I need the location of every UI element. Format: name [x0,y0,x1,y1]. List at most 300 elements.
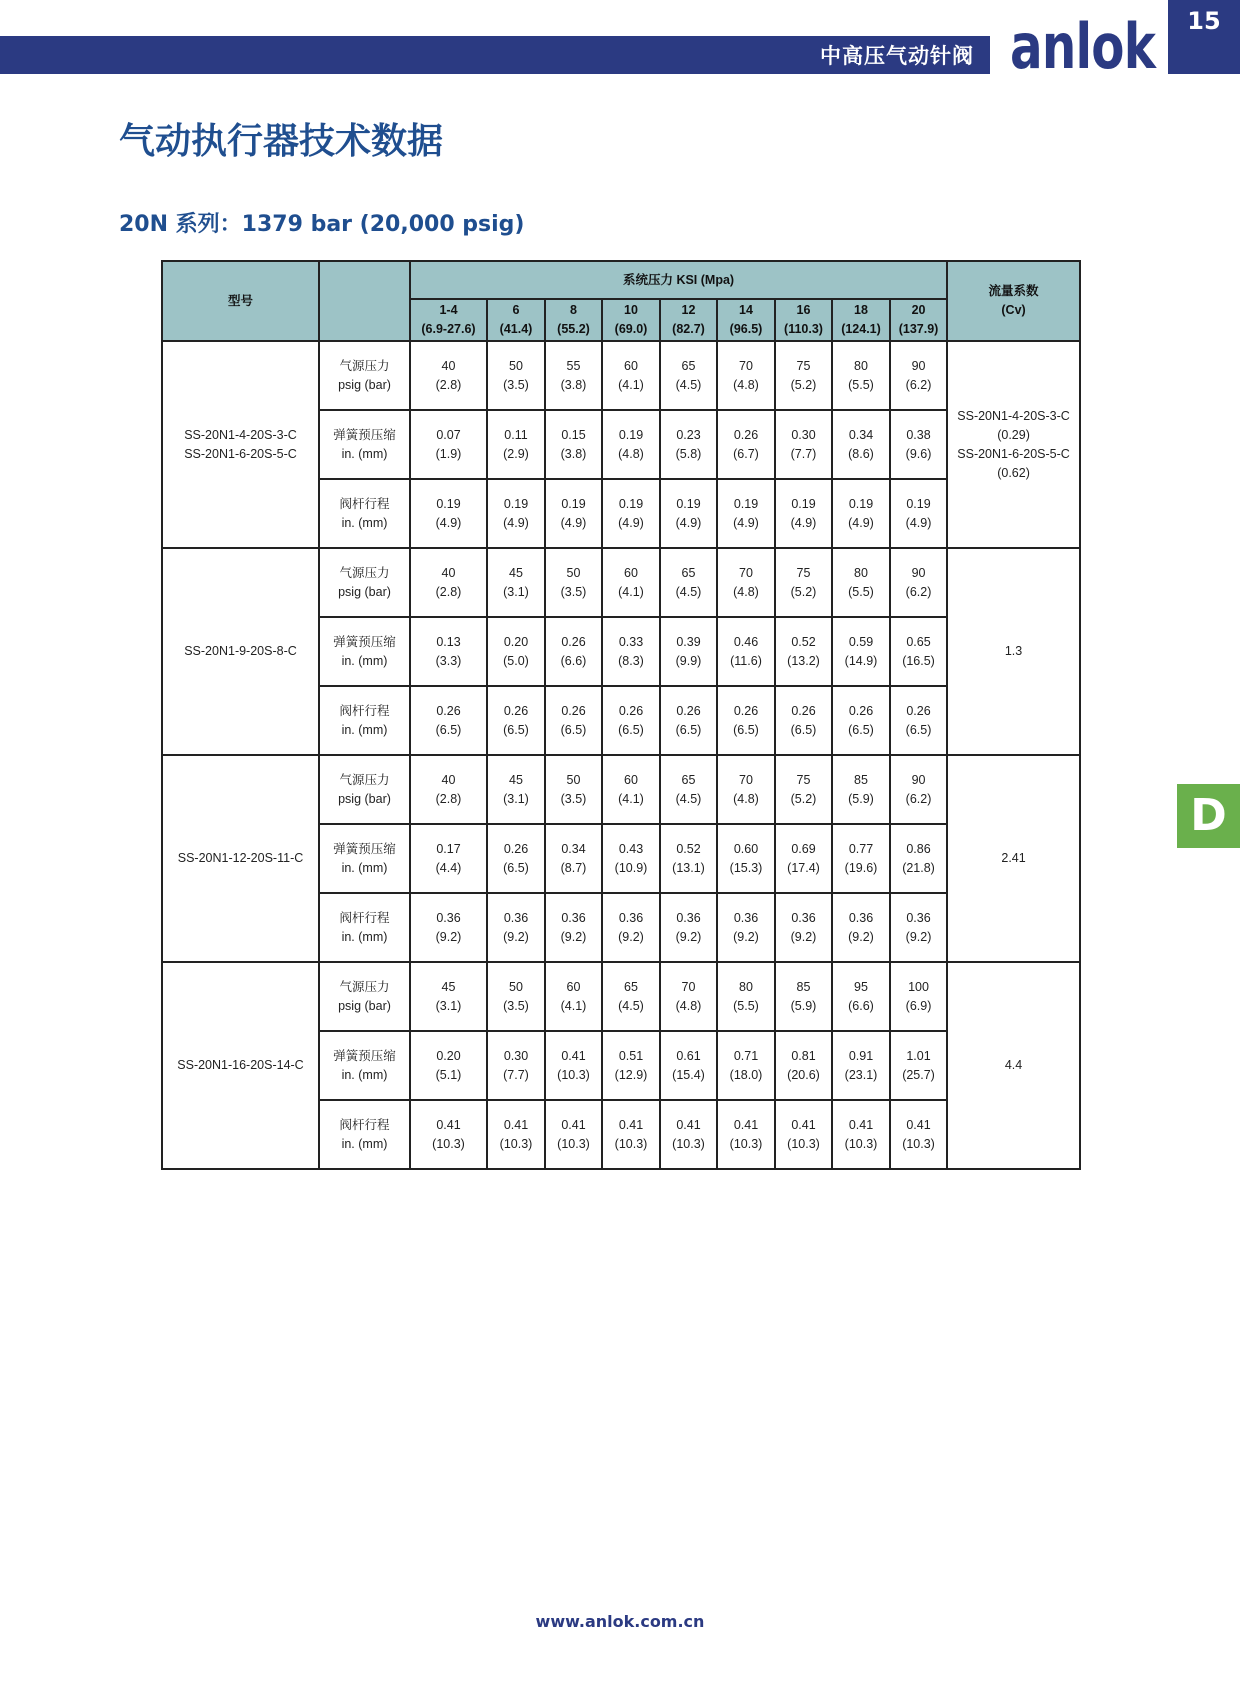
param-label-line: in. (mm) [341,515,388,530]
value-cell [410,1100,487,1169]
value-line: 0.26 [503,841,529,856]
value-cell [775,617,832,686]
value-cell [660,824,717,893]
param-label-line: in. (mm) [341,722,388,737]
value-line: 0.26 [436,703,461,718]
value-cell [545,824,602,893]
value-line: (6.5) [560,722,587,737]
column-header-line: (137.9) [898,322,939,336]
value-line: 1.01 [906,1048,931,1063]
value-line: 0.26 [906,703,931,718]
value-line: 0.36 [906,910,931,925]
value-line: 75 [796,772,811,787]
value-line: 45 [509,772,523,787]
value-line: (5.5) [848,377,874,392]
value-line: 0.26 [618,703,644,718]
value-line: (5.9) [790,998,817,1013]
value-line: (6.5) [848,722,874,737]
value-cell [775,1031,832,1100]
param-label-line: in. (mm) [341,1067,388,1082]
value-line: (5.9) [848,791,874,806]
value-cell [602,686,660,755]
value-line: (9.2) [848,929,874,944]
value-line: 45 [441,979,456,994]
table-row [162,962,1080,1031]
value-line: 90 [911,772,926,787]
value-cell [660,755,717,824]
value-cell [890,548,947,617]
value-line: (4.1) [560,998,587,1013]
series-subtitle: 20N 系列：1379 bar (20,000 psig) [119,212,525,237]
cv-header [947,261,1080,341]
value-line: (3.1) [435,998,462,1013]
value-cell [832,824,890,893]
column-header-line: 10 [624,303,638,317]
value-cell [660,1031,717,1100]
value-line: 0.19 [906,496,931,511]
cv-value: (0.62) [997,465,1030,480]
value-cell [717,1031,775,1100]
value-line: (6.5) [503,860,529,875]
param-label-line: psig (bar) [338,377,391,392]
value-line: (3.5) [560,584,587,599]
table-row [162,341,1080,410]
column-header-line: (55.2) [557,322,590,336]
value-line: (6.5) [435,722,462,737]
value-line: (4.5) [675,584,702,599]
value-line: 0.36 [733,910,759,925]
cv-value: SS-20N1-6-20S-5-C [957,446,1070,461]
value-cell [890,1031,947,1100]
param-header [319,261,410,341]
value-line: 0.60 [733,841,759,856]
value-cell [602,755,660,824]
value-cell [775,962,832,1031]
model-header: 型号 [162,261,319,341]
value-cell [832,548,890,617]
pressure-column-header [410,299,487,341]
param-label [319,824,410,893]
value-line: (4.1) [618,584,644,599]
value-cell [545,962,602,1031]
value-line: (9.2) [790,929,817,944]
value-cell [487,410,545,479]
value-line: (8.6) [848,446,874,461]
value-cell [775,479,832,548]
value-line: 0.36 [618,910,644,925]
cv-cell [947,755,1080,962]
value-line: (12.9) [614,1067,648,1082]
value-cell [410,686,487,755]
param-label [319,1031,410,1100]
value-cell [487,341,545,410]
value-line: 65 [681,565,696,580]
value-line: 0.36 [436,910,461,925]
value-line: 0.11 [504,427,528,442]
value-line: 0.26 [561,703,586,718]
value-line: (6.5) [733,722,759,737]
column-header-line: 20 [911,303,926,317]
value-line: (10.3) [787,1136,820,1151]
value-line: (3.5) [503,998,529,1013]
param-label-line: in. (mm) [341,446,388,461]
value-line: (5.5) [848,584,874,599]
value-line: (7.7) [790,446,817,461]
value-cell [775,824,832,893]
value-cell [487,617,545,686]
value-cell [545,1100,602,1169]
value-line: (9.9) [675,653,702,668]
cv-header-line: 流量系数 [988,284,1039,298]
value-line: (3.1) [503,791,529,806]
value-cell [660,686,717,755]
model-cell [162,341,319,548]
param-label [319,893,410,962]
column-header-line: (41.4) [499,322,533,336]
value-line: 70 [739,772,753,787]
param-label-line: 气源压力 [339,979,390,994]
value-line: 40 [441,772,456,787]
value-line: 50 [509,979,523,994]
value-line: 70 [739,358,753,373]
cv-cell [947,962,1080,1169]
value-line: 0.15 [561,427,586,442]
value-line: 50 [566,772,581,787]
value-line: 0.41 [733,1117,759,1132]
value-line: (5.5) [733,998,759,1013]
value-line: (5.2) [790,377,817,392]
value-cell [660,1100,717,1169]
cv-value: 2.41 [1001,851,1026,865]
column-header-line: (69.0) [614,322,648,336]
value-line: 90 [911,358,926,373]
param-label [319,479,410,548]
value-cell [410,824,487,893]
value-cell [717,617,775,686]
value-line: 0.59 [848,634,874,649]
pressure-column-header [717,299,775,341]
value-line: 0.26 [733,427,759,442]
value-line: 0.77 [848,841,874,856]
value-line: (10.3) [499,1136,533,1151]
value-cell [602,548,660,617]
value-line: (6.5) [618,722,644,737]
page-number [1168,0,1240,74]
model-number: SS-20N1-12-20S-11-C [177,851,304,865]
value-line: (15.3) [729,860,763,875]
value-cell [602,824,660,893]
value-line: (10.3) [672,1136,705,1151]
model-number: SS-20N1-9-20S-8-C [184,644,297,658]
value-cell [832,755,890,824]
value-cell [890,479,947,548]
param-label [319,962,410,1031]
param-label-line: 气源压力 [339,565,390,580]
value-line: 95 [854,979,868,994]
value-line: 0.91 [848,1048,874,1063]
value-cell [602,1100,660,1169]
value-line: (19.6) [844,860,878,875]
value-line: 0.86 [906,841,931,856]
value-line: 65 [681,358,696,373]
value-cell [890,962,947,1031]
column-header-line: 8 [570,303,577,317]
value-cell [717,341,775,410]
value-line: 60 [624,772,638,787]
pressure-column-header [832,299,890,341]
value-cell [717,686,775,755]
value-cell [602,1031,660,1100]
pressure-column-header [487,299,545,341]
value-line: (6.6) [848,998,874,1013]
footer-url[interactable]: www.anlok.com.cn [535,1612,705,1631]
value-line: (2.8) [435,791,462,806]
value-line: (4.1) [618,377,644,392]
param-label-line: 弹簧预压缩 [333,427,396,442]
value-line: 0.41 [436,1117,461,1132]
column-header-line: 18 [854,303,868,317]
value-cell [890,410,947,479]
cv-value: 1.3 [1004,644,1023,658]
value-cell [890,1100,947,1169]
value-line: (20.6) [787,1067,820,1082]
value-cell [410,341,487,410]
value-line: (9.2) [560,929,587,944]
value-line: 80 [854,565,868,580]
value-line: 0.41 [561,1117,586,1132]
value-cell [775,755,832,824]
value-cell [602,479,660,548]
value-line: 0.41 [618,1117,644,1132]
value-line: 0.20 [503,634,529,649]
pressure-header: 系统压力 KSI (Mpa) [410,261,947,299]
value-line: 0.46 [733,634,759,649]
value-cell [660,479,717,548]
pressure-column-header [660,299,717,341]
value-cell [545,341,602,410]
model-number: SS-20N1-6-20S-5-C [184,446,297,461]
value-cell [717,893,775,962]
value-line: 45 [509,565,523,580]
value-line: 0.19 [791,496,816,511]
param-label [319,617,410,686]
brand-logo: anlok [1010,10,1156,83]
value-cell [832,1031,890,1100]
value-line: 0.36 [503,910,529,925]
value-line: 0.19 [676,496,701,511]
value-line: (4.9) [733,515,759,530]
value-line: 60 [624,358,638,373]
value-line: (2.9) [503,446,529,461]
param-label [319,548,410,617]
value-line: 0.52 [791,634,816,649]
value-cell [890,824,947,893]
value-line: (4.9) [848,515,874,530]
column-header-line: 12 [681,303,696,317]
value-line: 0.61 [676,1048,701,1063]
column-header-line: (124.1) [841,322,881,336]
page-number-text: 15 [1187,7,1221,35]
param-label-line: in. (mm) [341,653,388,668]
param-label-line: 阀杆行程 [339,1117,390,1132]
value-line: 90 [911,565,926,580]
value-cell [602,341,660,410]
pressure-column-header [890,299,947,341]
value-line: 0.39 [676,634,701,649]
section-tab-d[interactable]: D [1177,784,1240,848]
value-line: 0.69 [791,841,816,856]
param-label [319,341,410,410]
value-line: (9.2) [905,929,932,944]
value-cell [890,686,947,755]
value-cell [410,755,487,824]
param-label [319,755,410,824]
value-cell [717,755,775,824]
value-line: (3.1) [503,584,529,599]
value-line: 0.41 [848,1117,874,1132]
value-cell [410,548,487,617]
model-cell [162,962,319,1169]
value-line: 0.26 [503,703,529,718]
value-line: 0.17 [436,841,461,856]
value-cell [717,410,775,479]
value-line: 0.41 [503,1117,529,1132]
value-line: (6.9) [905,998,932,1013]
column-header-line: (110.3) [784,322,823,336]
spec-table [161,260,1081,1170]
value-cell [775,341,832,410]
value-line: 0.51 [618,1048,644,1063]
value-cell [660,341,717,410]
param-label-line: psig (bar) [338,791,391,806]
value-cell [890,341,947,410]
value-line: 0.23 [676,427,701,442]
value-line: (10.3) [614,1136,648,1151]
value-line: (10.3) [844,1136,878,1151]
param-label [319,1100,410,1169]
table-row [162,548,1080,617]
value-cell [775,548,832,617]
value-cell [410,617,487,686]
value-line: 0.34 [848,427,874,442]
value-line: (15.4) [672,1067,705,1082]
value-line: 0.13 [436,634,461,649]
value-cell [602,962,660,1031]
value-line: 0.26 [791,703,816,718]
value-line: (4.8) [733,791,759,806]
value-line: (1.9) [435,446,462,461]
value-cell [410,1031,487,1100]
value-line: 0.81 [791,1048,816,1063]
value-line: (2.8) [435,584,462,599]
value-line: (3.8) [560,446,587,461]
value-cell [545,893,602,962]
value-line: 50 [509,358,523,373]
cv-value: SS-20N1-4-20S-3-C [957,408,1070,423]
value-cell [487,1031,545,1100]
value-line: 80 [854,358,868,373]
column-header-line: (96.5) [729,322,763,336]
value-line: (3.5) [560,791,587,806]
model-cell [162,548,319,755]
value-line: (18.0) [729,1067,763,1082]
value-cell [660,617,717,686]
param-label-line: 弹簧预压缩 [333,841,396,856]
value-line: (9.2) [618,929,644,944]
value-line: (6.5) [790,722,817,737]
value-line: 85 [854,772,868,787]
value-line: 0.07 [436,427,461,442]
value-cell [717,1100,775,1169]
cv-value: (0.29) [997,427,1030,442]
param-label-line: 阀杆行程 [339,496,390,511]
value-cell [602,617,660,686]
value-line: (8.7) [560,860,587,875]
value-line: (3.3) [435,653,462,668]
section-title: 气动执行器技术数据 [119,121,444,162]
value-line: 0.19 [733,496,759,511]
value-line: (10.3) [902,1136,935,1151]
value-line: 0.41 [676,1117,701,1132]
value-line: 70 [681,979,696,994]
value-line: (11.6) [730,653,762,668]
value-cell [775,893,832,962]
value-line: (6.5) [675,722,702,737]
value-line: (4.5) [618,998,644,1013]
value-line: (6.2) [905,584,932,599]
value-line: (10.3) [729,1136,763,1151]
param-label-line: psig (bar) [338,584,391,599]
cv-header-line: (Cv) [1001,303,1026,317]
column-header-line: 1-4 [439,303,458,317]
value-line: (6.5) [905,722,932,737]
column-header-line: 6 [512,303,520,317]
value-line: (4.4) [435,860,462,875]
value-line: (3.8) [560,377,587,392]
value-line: 0.36 [848,910,874,925]
value-line: (6.6) [560,653,587,668]
value-line: (5.2) [790,584,817,599]
value-line: 0.34 [561,841,586,856]
value-line: (9.6) [905,446,932,461]
model-number: SS-20N1-16-20S-14-C [177,1058,304,1072]
value-cell [545,479,602,548]
value-line: 0.38 [906,427,931,442]
cv-value: 4.4 [1004,1058,1023,1072]
value-cell [602,410,660,479]
value-line: 0.20 [436,1048,461,1063]
value-line: (9.2) [435,929,462,944]
value-line: (23.1) [844,1067,878,1082]
value-line: 60 [624,565,638,580]
value-line: (13.2) [787,653,820,668]
value-line: (10.3) [432,1136,465,1151]
value-line: 0.52 [676,841,701,856]
value-line: (14.9) [844,653,878,668]
value-line: 0.41 [791,1117,816,1132]
value-line: (4.9) [675,515,702,530]
value-line: (4.5) [675,377,702,392]
value-cell [602,893,660,962]
value-cell [717,479,775,548]
value-line: (13.1) [672,860,705,875]
param-label-line: 气源压力 [339,358,390,373]
value-cell [545,686,602,755]
param-label [319,410,410,479]
value-line: 65 [624,979,638,994]
value-line: (6.5) [503,722,529,737]
value-line: (4.9) [618,515,644,530]
